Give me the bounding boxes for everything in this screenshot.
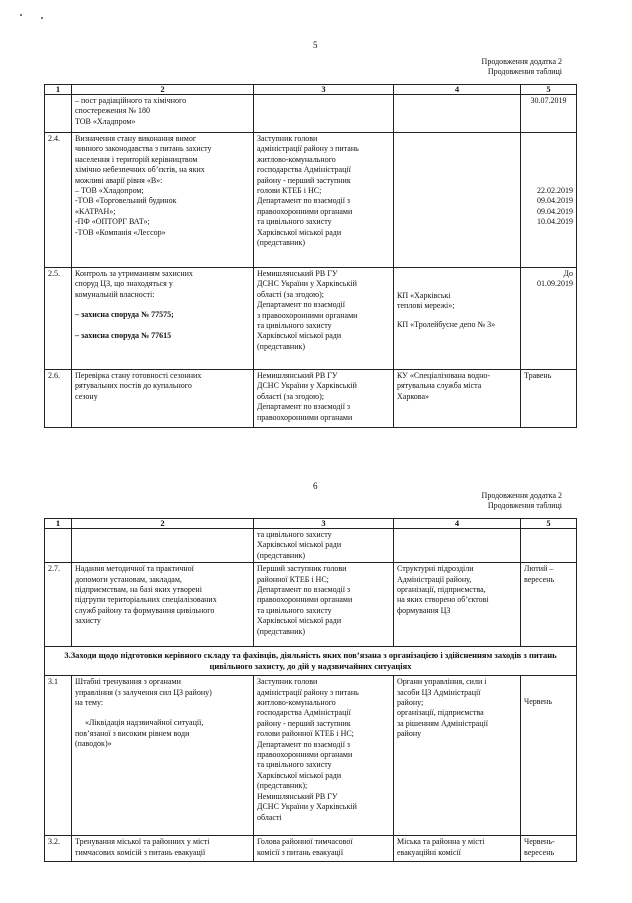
cell-line: Харківської міської ради <box>257 331 342 341</box>
cell-line: Червень- <box>524 837 555 847</box>
cell-line: Штабні тренування з органами <box>75 677 181 687</box>
cell-line: голови КТЕБ і НС; <box>257 186 322 196</box>
scan-speck <box>20 14 22 16</box>
cell-line: Надання методичної та практичної <box>75 564 194 574</box>
cell-line: До <box>563 269 573 278</box>
involved-cell <box>394 370 521 428</box>
involved-cell <box>394 836 521 862</box>
row-number: 2.6. <box>45 370 72 428</box>
responsible-cell <box>254 268 394 370</box>
cell-line: «КАТРАН»; <box>75 206 116 216</box>
page-number-5: 5 <box>313 40 318 50</box>
cell-line: КУ «Спеціалізована водно- <box>397 371 491 380</box>
cell-line: організації, підприємства <box>397 708 484 718</box>
cell-line: ДСНС України у Харківській <box>257 279 357 289</box>
cell-line: управління (з залучення сил ЦЗ району) <box>75 687 212 697</box>
cell-line: допомоги установам, закладам, <box>75 574 182 584</box>
cell-line: Тренування міської та районних у місті <box>75 837 210 847</box>
header-line: Продовження таблиці <box>487 501 562 510</box>
table-row <box>45 95 577 133</box>
cell-line: 09.04.2019 <box>537 206 573 216</box>
involved-cell <box>394 529 521 563</box>
cell-line: служб району та формування цивільного <box>75 605 215 615</box>
spacer <box>524 677 573 697</box>
cell-line: правоохоронними органами <box>257 206 353 216</box>
measure-cell <box>72 563 254 647</box>
cell-line: житлово-комунального <box>257 698 336 708</box>
cell-line: рятувальних постів до купального <box>75 381 192 391</box>
cell-line: Харківської міської ради <box>257 770 342 780</box>
cell-line: правоохоронними органами <box>257 595 353 605</box>
cell-line: чинного законодавства з питань захисту <box>75 144 212 154</box>
date-cell <box>521 133 577 268</box>
page-number-6: 6 <box>313 481 318 491</box>
responsible-cell <box>254 836 394 862</box>
cell-line: споруд ЦЗ, що знаходяться у <box>75 279 173 289</box>
spacer <box>75 321 250 331</box>
measure-cell <box>72 529 254 563</box>
section-title: 3.Заходи щодо підготовки керівного складу та фахівців, діяльність яких пов’язана з організацією і здійсненням заходів з питань цивільного захисту, до дій у надзвичайних ситуаціях <box>45 647 577 676</box>
cell-line: області <box>257 812 282 822</box>
cell-line: -ТОВ «Компанія «Лессор» <box>75 227 166 237</box>
cell-line: Визначення стану виконання вимог <box>75 134 197 143</box>
cell-line: вересень <box>524 574 555 584</box>
row-number <box>45 529 72 563</box>
cell-line: ДСНС України у Харківській <box>257 802 357 812</box>
spacer <box>397 312 517 320</box>
cell-line: (представник); <box>257 781 308 791</box>
cell-line: організації, підприємства, <box>397 585 486 595</box>
row-number: 2.5. <box>45 268 72 370</box>
col-header: 2 <box>72 519 254 529</box>
spacer <box>75 708 250 718</box>
cell-line: евакуаційні комісії <box>397 847 461 857</box>
date-cell <box>521 836 577 862</box>
cell-line: рятувальна служба міста <box>397 381 482 391</box>
cell-line: Департамент по взаємодії з <box>257 739 351 749</box>
involved-cell <box>394 133 521 268</box>
continuation-header-2 <box>482 491 562 511</box>
cell-line: (представник) <box>257 550 306 560</box>
cell-line: Заступник голови <box>257 134 318 143</box>
plan-table-page-5 <box>44 84 577 428</box>
cell-line: та цивільного захисту <box>257 605 332 615</box>
cell-line: (представник) <box>257 341 306 351</box>
cell-line: КП «Харківські <box>397 291 451 300</box>
involved-cell <box>394 676 521 836</box>
cell-line: (паводок)» <box>75 739 112 749</box>
cell-line: населення і територій керівництвом <box>75 154 198 164</box>
cell-line: формування ЦЗ <box>397 605 451 615</box>
cell-line: вересень <box>524 847 555 857</box>
cell-line: -ПФ «ОПТОРГ ВАТ»; <box>75 217 150 227</box>
row-number: 3.2. <box>45 836 72 862</box>
date-cell <box>521 529 577 563</box>
cell-line: КП «Тролейбусне депо № 3» <box>397 319 496 329</box>
responsible-cell <box>254 563 394 647</box>
cell-line: Органи управління, сили і <box>397 677 487 687</box>
table-header-row <box>45 85 577 95</box>
cell-line: району - перший заступник <box>257 175 351 185</box>
col-header: 4 <box>394 85 521 95</box>
cell-line: Департамент по взаємодії з <box>257 585 351 595</box>
plan-table-page-6 <box>44 518 577 862</box>
cell-line: Лютий – <box>524 564 554 574</box>
cell-line: житлово-комунального <box>257 154 336 164</box>
date-cell <box>521 268 577 370</box>
cell-line: Харкова» <box>397 391 430 401</box>
cell-line: – ТОВ «Хладопром; <box>75 186 144 196</box>
involved-cell <box>394 268 521 370</box>
cell-line: області (за згодою); <box>257 289 325 299</box>
measure-cell <box>72 676 254 836</box>
table-row <box>45 836 577 862</box>
cell-line: Заступник голови <box>257 677 318 687</box>
date-cell <box>521 95 577 133</box>
cell-line: та цивільного захисту <box>257 530 332 539</box>
col-header: 1 <box>45 85 72 95</box>
cell-line: правоохоронними органами <box>257 412 353 422</box>
cell-line: Харківської міської ради <box>257 540 342 550</box>
date-cell <box>521 563 577 647</box>
spacer <box>524 134 573 186</box>
cell-line: «Ліквідація надзвичайної ситуації, <box>85 718 204 728</box>
cell-line: засоби ЦЗ Адміністрації <box>397 687 481 697</box>
table-row <box>45 529 577 563</box>
cell-line: хімічно небезпечних об’єктів, на яких <box>75 165 205 175</box>
responsible-cell <box>254 133 394 268</box>
cell-line: районної КТЕБ і НС; <box>257 574 329 584</box>
cell-line: Травень <box>524 371 552 380</box>
responsible-cell <box>254 676 394 836</box>
cell-line: Перший заступник голови <box>257 564 347 574</box>
cell-line: Червень <box>524 697 552 707</box>
row-number: 3.1 <box>45 676 72 836</box>
cell-line: та цивільного захисту <box>257 321 332 331</box>
cell-line: та цивільного захисту <box>257 217 332 227</box>
cell-line: Харківської міської ради <box>257 616 342 626</box>
table-row <box>45 133 577 268</box>
cell-line: – захисна споруда № 77575; <box>75 310 174 320</box>
cell-line: Харківської міської ради <box>257 227 342 237</box>
cell-line: району <box>397 729 422 739</box>
cell-line: 01.09.2019 <box>537 279 573 289</box>
header-line: Продовження додатка 2 <box>481 491 562 500</box>
cell-line: адміністрації району з питань <box>257 687 359 697</box>
responsible-cell <box>254 95 394 133</box>
cell-line: Перевірка стану готовності сезонних <box>75 371 202 380</box>
cell-line: господарства Адміністрації <box>257 165 351 175</box>
cell-line: голови районної КТЕБ і НС; <box>257 729 354 739</box>
col-header: 2 <box>72 85 254 95</box>
cell-line: Немишлянський РВ ГУ <box>257 269 338 278</box>
cell-line: – пост радіаційного та хімічного <box>75 96 187 105</box>
cell-line: Голова районної тимчасової <box>257 837 353 847</box>
cell-line: області (за згодою); <box>257 391 325 401</box>
cell-line: 09.04.2019 <box>537 196 573 206</box>
row-number: 2.4. <box>45 133 72 268</box>
measure-cell <box>72 133 254 268</box>
cell-line: комісії з питань евакуації <box>257 847 344 857</box>
spacer <box>75 300 250 310</box>
cell-line: правоохоронними органами <box>257 750 353 760</box>
col-header: 1 <box>45 519 72 529</box>
header-line: Продовження таблиці <box>487 67 562 76</box>
measure-cell <box>72 836 254 862</box>
cell-line: 22.02.2019 <box>537 186 573 195</box>
cell-line: – захисна споруда № 77615 <box>75 330 172 340</box>
cell-line: -ТОВ «Торговельний будинок <box>75 196 177 206</box>
cell-line: району; <box>397 698 424 708</box>
cell-line: спостереження № 180 <box>75 106 151 116</box>
cell-line: з правоохоронними органами <box>257 310 358 320</box>
cell-line: можливі аварії рівня «В»: <box>75 175 163 185</box>
responsible-cell <box>254 529 394 563</box>
cell-line: Немишлянський РВ ГУ <box>257 791 338 801</box>
col-header: 5 <box>521 519 577 529</box>
cell-line: Департамент по взаємодії <box>257 300 345 310</box>
cell-line: підгрупи територіальних спеціалізованих <box>75 595 217 605</box>
cell-line: району - перший заступник <box>257 718 351 728</box>
cell-line: теплові мережі»; <box>397 301 455 311</box>
cell-line: за рішенням Адміністрації <box>397 718 489 728</box>
col-header: 3 <box>254 85 394 95</box>
cell-line: (представник) <box>257 238 306 248</box>
table-row <box>45 268 577 370</box>
cell-line: Міська та районна у місті <box>397 837 485 847</box>
cell-line: комунальній власності: <box>75 289 155 299</box>
header-line: Продовження додатка 2 <box>481 57 562 66</box>
date-cell <box>521 370 577 428</box>
cell-line: 10.04.2019 <box>537 217 573 227</box>
table-row <box>45 676 577 836</box>
table-row <box>45 370 577 428</box>
continuation-header-1 <box>482 57 562 77</box>
cell-line: захисту <box>75 616 101 626</box>
cell-line: підприємствам, на базі яких утворені <box>75 585 202 595</box>
measure-cell <box>72 95 254 133</box>
table-header-row <box>45 519 577 529</box>
cell-line: Адміністрації району, <box>397 574 472 584</box>
spacer <box>397 269 517 291</box>
col-header: 4 <box>394 519 521 529</box>
involved-cell <box>394 563 521 647</box>
cell-line: адміністрації району з питань <box>257 144 359 154</box>
section-heading-row <box>45 647 577 676</box>
measure-cell <box>72 370 254 428</box>
col-header: 5 <box>521 85 577 95</box>
cell-line: Немишлянський РВ ГУ <box>257 371 338 380</box>
cell-line: Департамент по взаємодії з <box>257 196 351 206</box>
cell-line: пов’язаної з високим рівнем води <box>75 728 190 738</box>
cell-line: господарства Адміністрації <box>257 708 351 718</box>
cell-line: ДСНС України у Харківській <box>257 381 357 391</box>
measure-cell <box>72 268 254 370</box>
cell-line: 30.07.2019 <box>530 96 567 105</box>
involved-cell <box>394 95 521 133</box>
row-number <box>45 95 72 133</box>
row-number: 2.7. <box>45 563 72 647</box>
date-cell <box>521 676 577 836</box>
cell-line: сезону <box>75 391 98 401</box>
cell-line: та цивільного захисту <box>257 760 332 770</box>
cell-line: Структурні підрозділи <box>397 564 474 574</box>
cell-line: на яких створено об’єктові <box>397 595 489 605</box>
cell-line: на тему: <box>75 698 104 708</box>
table-row <box>45 563 577 647</box>
cell-line: ТОВ «Хладпром» <box>75 116 136 126</box>
responsible-cell <box>254 370 394 428</box>
cell-line: Контроль за утриманням захисних <box>75 269 193 278</box>
cell-line: Департамент по взаємодії з <box>257 402 351 412</box>
cell-line: (представник) <box>257 626 306 636</box>
col-header: 3 <box>254 519 394 529</box>
cell-line: тимчасових комісій з питань евакуації <box>75 847 206 857</box>
scan-speck <box>41 17 43 19</box>
